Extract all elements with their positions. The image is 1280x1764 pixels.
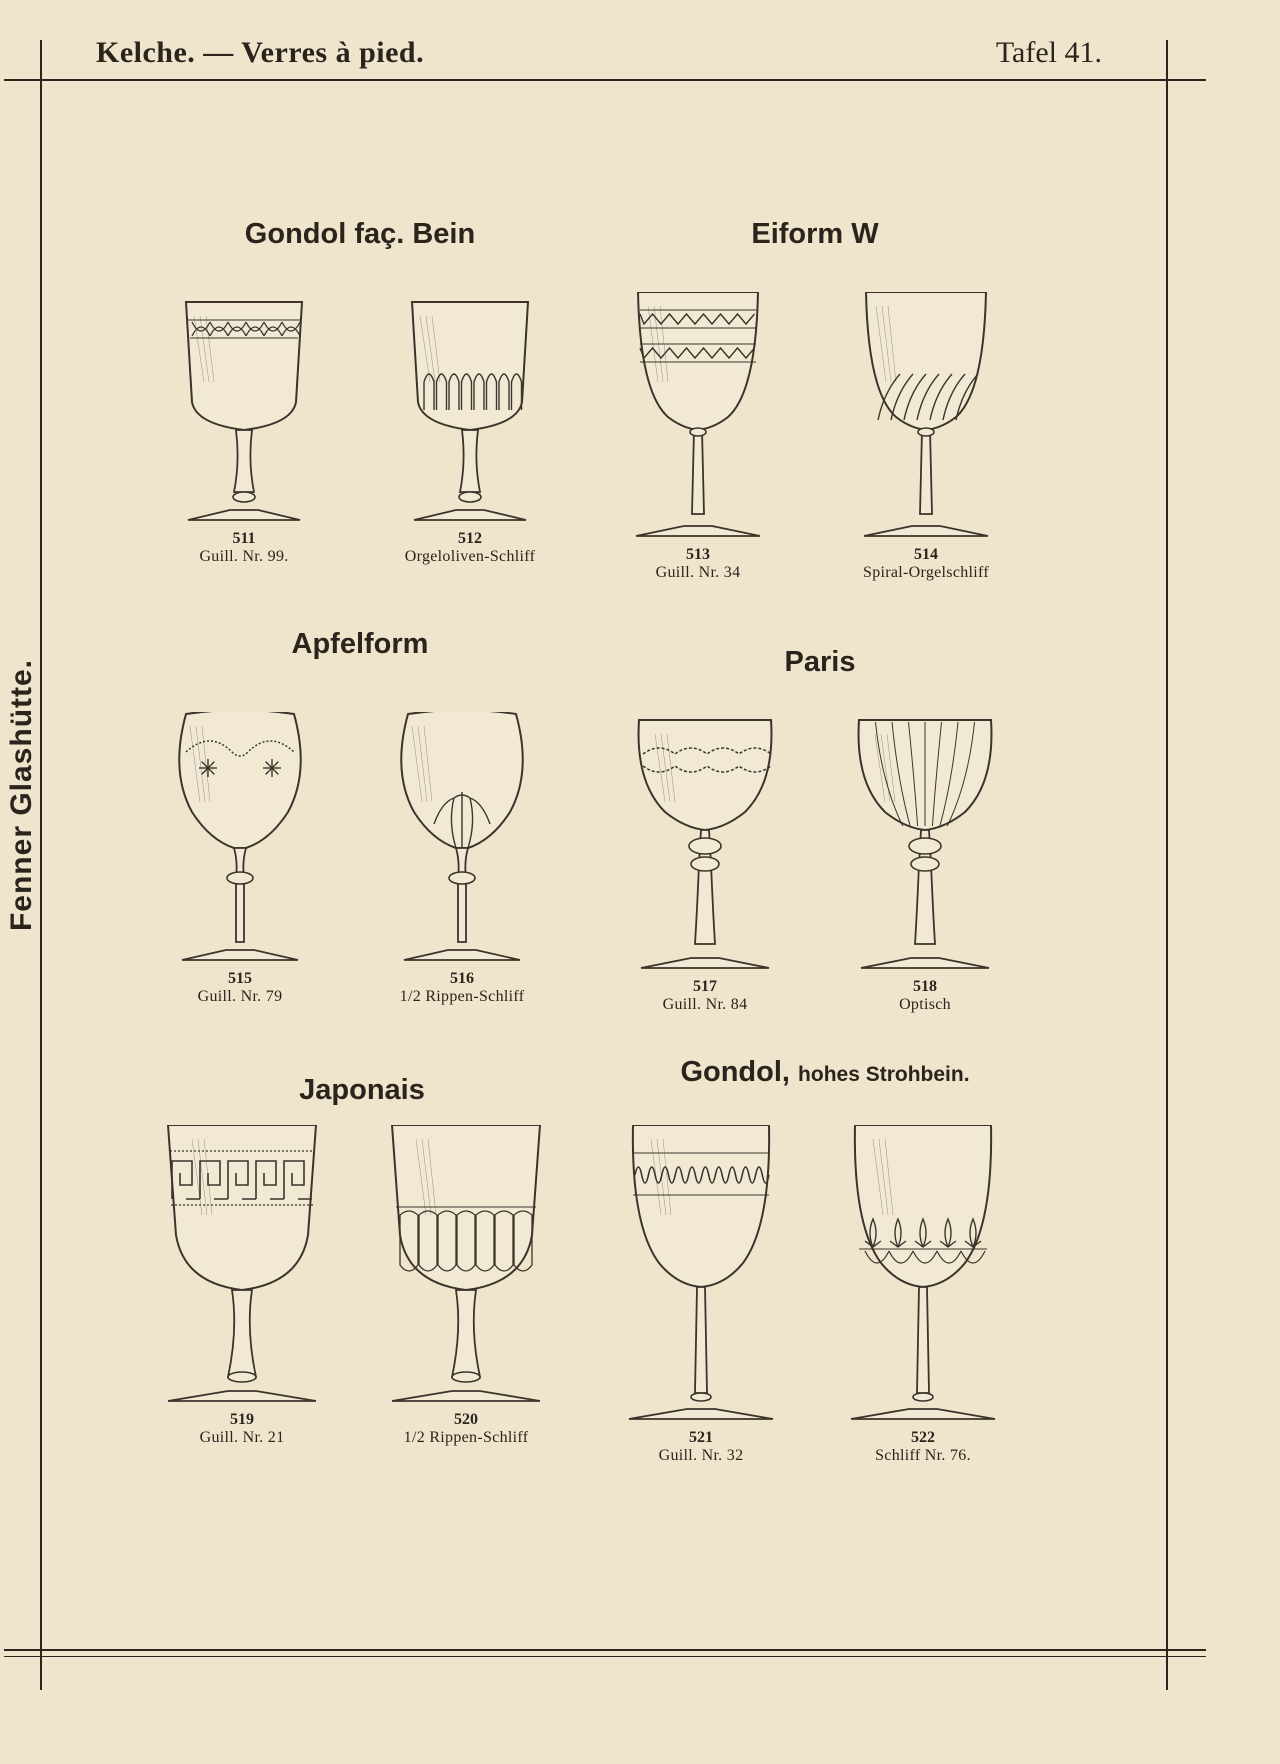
glass-522: [843, 1125, 1003, 1464]
glass-description: Optisch: [899, 996, 951, 1013]
group-title-gondol-strohbein: [680, 1056, 969, 1089]
glass-description: Guill. Nr. 21: [199, 1429, 285, 1446]
glass-number: 513: [686, 546, 710, 563]
glass-number: 517: [693, 978, 717, 995]
footer-rule-1: [4, 1649, 1206, 1651]
glass-description: Guill. Nr. 99.: [199, 548, 289, 565]
glass-drawing: [164, 292, 324, 524]
glass-description: Guill. Nr. 84: [662, 996, 748, 1013]
glass-number: 511: [232, 530, 256, 547]
glass-514: [846, 292, 1006, 592]
glass-stem: [234, 848, 246, 942]
glass-drawing: [618, 292, 778, 540]
group-title-japonais: [299, 1074, 425, 1107]
glass-description: Guill. Nr. 32: [658, 1447, 744, 1464]
maker-label: [2, 620, 42, 970]
glass-foot: [636, 526, 760, 536]
glass-521: [621, 1125, 781, 1464]
glass-stem: [917, 1287, 929, 1393]
group-title-paris: [785, 646, 856, 679]
glass-number: 519: [230, 1411, 254, 1428]
glass-bowl: [866, 292, 986, 430]
glass-number: 515: [228, 970, 252, 987]
glass-foot: [168, 1391, 316, 1401]
glass-description: 1/2 Rippen-Schliff: [399, 988, 525, 1005]
glass-number: 518: [913, 978, 937, 995]
glass-foot: [864, 526, 988, 536]
right-frame-rule: [1166, 40, 1168, 1690]
glass-foot: [392, 1391, 540, 1401]
glass-bowl: [633, 1125, 769, 1287]
glass-description: 1/2 Rippen-Schliff: [403, 1429, 529, 1446]
glass-drawing: [386, 1125, 546, 1405]
glass-bowl: [638, 292, 758, 430]
glass-bowl: [412, 302, 528, 430]
glass-513: [618, 292, 778, 592]
glass-stem: [234, 430, 254, 492]
glass-description: Orgeloliven-Schliff: [404, 548, 536, 565]
glass-stem: [920, 430, 932, 514]
glass-description: Guill. Nr. 34: [655, 564, 741, 581]
glass-foot: [861, 958, 989, 968]
glass-517: [625, 712, 785, 1012]
glass-foot: [188, 510, 300, 520]
glass-stem: [460, 430, 480, 492]
glass-stem: [456, 848, 468, 942]
glass-drawing: [160, 712, 320, 964]
glass-foot: [851, 1409, 995, 1419]
glass-stem: [692, 430, 704, 514]
group-title-text: Paris: [784, 646, 856, 678]
glass-description: Schliff Nr. 76.: [875, 1447, 971, 1464]
glass-drawing: [390, 292, 550, 524]
glass-drawing: [846, 292, 1006, 540]
group-title-apfelform: [292, 628, 429, 661]
glass-number: 520: [454, 1411, 478, 1428]
glass-518: [845, 712, 1005, 1012]
glass-number: 516: [450, 970, 474, 987]
group-title-text: Apfelform: [291, 628, 429, 660]
footer-rule-2: [4, 1656, 1206, 1657]
glass-520: [386, 1125, 546, 1446]
glass-drawing: [621, 1125, 781, 1423]
glass-511: [164, 292, 324, 592]
glass-foot: [641, 958, 769, 968]
glass-drawing: [382, 712, 542, 964]
glass-516: [382, 712, 542, 1012]
group-title-text: Japonais: [299, 1074, 425, 1106]
glass-number: 514: [914, 546, 938, 563]
glass-bowl: [186, 302, 302, 430]
glass-number: 521: [689, 1429, 713, 1446]
glass-stem: [228, 1290, 256, 1377]
glass-foot: [404, 950, 520, 960]
glass-bowl: [639, 720, 772, 830]
glass-foot: [182, 950, 298, 960]
group-title-text: Gondol,: [680, 1056, 790, 1088]
glass-number: 522: [911, 1429, 935, 1446]
glass-stem: [695, 1287, 707, 1393]
glass-515: [160, 712, 320, 1012]
glass-bowl: [179, 712, 300, 848]
header-rule: [4, 79, 1206, 81]
maker-text: Fenner Glashütte.: [5, 658, 38, 932]
group-subtitle-text: hohes Strohbein.: [798, 1063, 970, 1086]
group-title-text: Eiform W: [751, 218, 879, 250]
glass-number: 512: [458, 530, 482, 547]
glass-512: [390, 292, 550, 592]
glass-drawing: [162, 1125, 322, 1405]
glass-bowl: [168, 1125, 316, 1290]
page-title: Kelche. — Verres à pied.: [96, 36, 425, 69]
glass-519: [162, 1125, 322, 1446]
glass-stem: [452, 1290, 480, 1377]
group-title-eiform: [751, 218, 878, 251]
glass-description: Spiral-Orgelschliff: [863, 564, 989, 581]
glass-foot: [414, 510, 526, 520]
group-title-gondol-bein: [245, 218, 475, 251]
glass-drawing: [625, 712, 785, 972]
group-title-text: Gondol faç. Bein: [244, 218, 476, 250]
glass-drawing: [845, 712, 1005, 972]
glass-foot: [629, 1409, 773, 1419]
plate-number: Tafel 41.: [995, 36, 1102, 69]
glass-drawing: [843, 1125, 1003, 1423]
glass-description: Guill. Nr. 79: [197, 988, 283, 1005]
